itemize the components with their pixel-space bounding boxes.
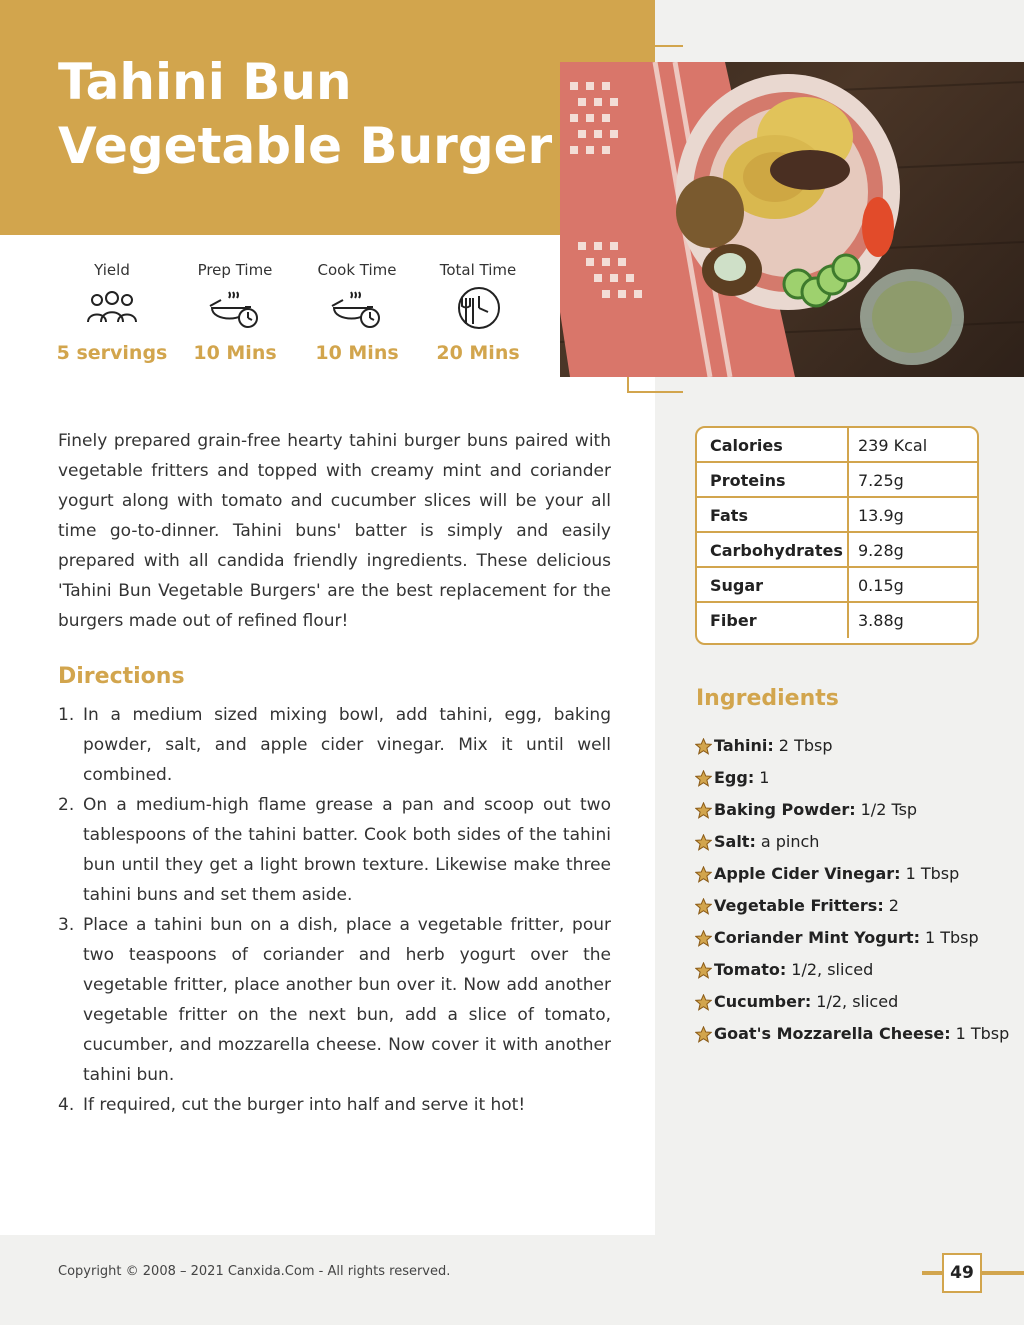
- star-icon: [695, 738, 712, 755]
- page-number: 49: [942, 1253, 982, 1293]
- ingredient-amount: 1 Tbsp: [924, 928, 979, 947]
- step-text: Place a tahini bun on a dish, place a vegetable fritter, pour two teaspoons of coriander and herb yogurt over the vegetable fritter, place another bun over it. Now add another vegetable fritter on the next bun, add a slice of tomato, cucumber, and mozzarella cheese. Now cover it with another tahini bun.: [83, 915, 611, 1085]
- ingredient-amount: 2: [888, 896, 899, 915]
- ingredient-name: Baking Powder:: [714, 800, 856, 819]
- star-icon: [695, 994, 712, 1011]
- ingredient-item: [695, 762, 1015, 794]
- stat-label: Yield: [94, 261, 130, 279]
- ingredients-heading: Ingredients: [696, 686, 839, 711]
- ingredient-name: Cucumber:: [714, 992, 812, 1011]
- direction-step: [58, 1090, 611, 1120]
- step-number: 1.: [58, 705, 75, 725]
- ingredient-item: [695, 922, 1015, 954]
- step-number: 4.: [58, 1095, 75, 1115]
- ingredient-amount: 1/2 Tsp: [860, 800, 918, 819]
- direction-step: [58, 910, 611, 1090]
- star-icon: [695, 962, 712, 979]
- ingredient-amount: 2 Tbsp: [778, 736, 833, 755]
- directions-list: [58, 700, 611, 1120]
- ingredient-name: Coriander Mint Yogurt:: [714, 928, 920, 947]
- nutrient-value: 3.88g: [858, 611, 904, 630]
- nutrition-row: [697, 533, 977, 568]
- nutrient-name: Calories: [697, 428, 849, 461]
- nutrient-name: Proteins: [697, 463, 849, 496]
- recipe-stats: [50, 258, 540, 378]
- copyright-text: Copyright © 2008 – 2021 Canxida.Com - All rights reserved.: [58, 1264, 451, 1279]
- pan-timer-icon: [297, 282, 417, 334]
- stat-prep-time: [175, 258, 295, 364]
- ingredient-amount: 1/2, sliced: [791, 960, 874, 979]
- title-line-2: Vegetable Burger: [58, 117, 553, 175]
- stat-total-time: [418, 258, 538, 364]
- direction-step: [58, 700, 611, 790]
- people-icon: [52, 282, 172, 334]
- nutrient-name: Sugar: [697, 568, 849, 601]
- ingredients-list: [695, 730, 1015, 1050]
- burger-photo: [560, 62, 1024, 377]
- nutrient-value: 13.9g: [858, 506, 904, 525]
- star-icon: [695, 898, 712, 915]
- step-text: On a medium-high flame grease a pan and scoop out two tablespoons of the tahini batter. Cook both sides of the tahini bun until they get a light brown texture. Likewise make three tahini buns and set them aside.: [83, 795, 611, 905]
- ingredient-item: [695, 986, 1015, 1018]
- nutrient-name: Fats: [697, 498, 849, 531]
- ingredient-item: [695, 1018, 1015, 1050]
- recipe-title: [58, 50, 558, 178]
- ingredient-item: [695, 858, 1015, 890]
- ingredient-amount: 1: [759, 768, 770, 787]
- star-icon: [695, 770, 712, 787]
- stat-value: 20 Mins: [436, 342, 520, 364]
- directions-heading: Directions: [58, 664, 185, 689]
- nutrition-row: [697, 463, 977, 498]
- stat-cook-time: [297, 258, 417, 364]
- step-text: In a medium sized mixing bowl, add tahini, egg, baking powder, salt, and apple cider vinegar. Mix it until well combined.: [83, 705, 611, 785]
- ingredient-name: Egg:: [714, 768, 755, 787]
- step-number: 2.: [58, 795, 75, 815]
- ingredient-name: Vegetable Fritters:: [714, 896, 884, 915]
- recipe-description: Finely prepared grain-free hearty tahini burger buns paired with vegetable fritters and topped with creamy mint and coriander yogurt along with tomato and cucumber slices will be your all time go-to-dinner. Tahini buns' batter is simply and easily prepared with all candida friendly ingredients. These delicious 'Tahini Bun Vegetable Burgers' are the best replacement for the burgers made out of refined flour!: [58, 431, 611, 631]
- star-icon: [695, 1026, 712, 1043]
- title-line-1: Tahini Bun: [58, 53, 352, 111]
- ingredient-item: [695, 890, 1015, 922]
- nutrition-row: [697, 428, 977, 463]
- ingredient-item: [695, 730, 1015, 762]
- nutrient-value: 9.28g: [858, 541, 904, 560]
- stat-label: Total Time: [439, 261, 517, 279]
- ingredient-name: Goat's Mozzarella Cheese:: [714, 1024, 951, 1043]
- ingredient-item: [695, 826, 1015, 858]
- nutrient-name: Carbohydrates: [697, 533, 849, 566]
- nutrient-value: 7.25g: [858, 471, 904, 490]
- star-icon: [695, 866, 712, 883]
- ingredient-amount: a pinch: [760, 832, 820, 851]
- step-number: 3.: [58, 915, 75, 935]
- stat-label: Prep Time: [197, 261, 273, 279]
- pan-timer-icon: [175, 282, 295, 334]
- nutrition-row: [697, 603, 977, 638]
- ingredient-amount: 1/2, sliced: [816, 992, 899, 1011]
- direction-step: [58, 790, 611, 910]
- stat-value: 10 Mins: [193, 342, 277, 364]
- ingredient-name: Tomato:: [714, 960, 787, 979]
- nutrition-row: [697, 568, 977, 603]
- star-icon: [695, 834, 712, 851]
- ingredient-item: [695, 954, 1015, 986]
- nutrient-value: 239 Kcal: [858, 436, 928, 455]
- stat-value: 10 Mins: [315, 342, 399, 364]
- stat-value: 5 servings: [56, 342, 168, 364]
- nutrition-table: [695, 426, 979, 645]
- clock-cutlery-icon: [418, 282, 538, 334]
- nutrient-value: 0.15g: [858, 576, 904, 595]
- star-icon: [695, 802, 712, 819]
- ingredient-amount: 1 Tbsp: [905, 864, 960, 883]
- stat-yield: [52, 258, 172, 364]
- star-icon: [695, 930, 712, 947]
- ingredient-name: Tahini:: [714, 736, 774, 755]
- step-text: If required, cut the burger into half and serve it hot!: [83, 1095, 526, 1115]
- nutrient-name: Fiber: [697, 603, 849, 638]
- title-banner: [0, 0, 655, 235]
- stat-label: Cook Time: [317, 261, 397, 279]
- ingredient-name: Salt:: [714, 832, 756, 851]
- ingredient-amount: 1 Tbsp: [955, 1024, 1010, 1043]
- ingredient-name: Apple Cider Vinegar:: [714, 864, 901, 883]
- ingredient-item: [695, 794, 1015, 826]
- nutrition-row: [697, 498, 977, 533]
